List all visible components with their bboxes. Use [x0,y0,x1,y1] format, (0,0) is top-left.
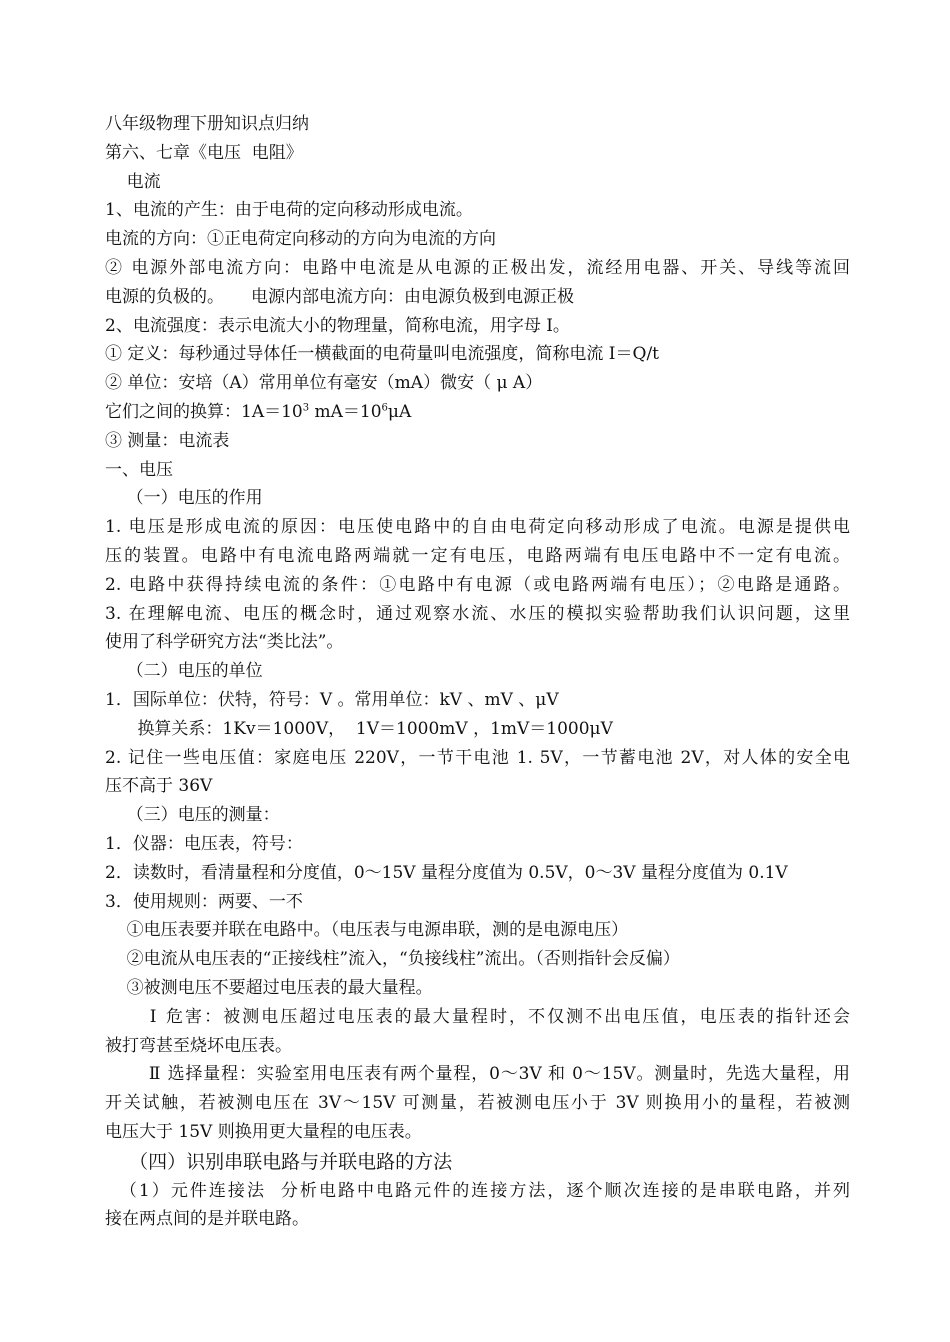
body-line: ① 定义：每秒通过导体任一横截面的电荷量叫电流强度，简称电流 I＝Q/t [105,344,660,365]
body-line: （三）电压的测量： [105,805,280,826]
tail-line: （1）元件连接法 分析电路中电路元件的连接方法，逐个顺次连接的是串联电路，并列 [105,1180,850,1201]
body-line: 被打弯甚至烧坏电压表。 [105,1035,292,1056]
body-line: ② 单位：安培（A）常用单位有毫安（mA）微安（ μ A） [105,373,543,394]
exponent: 3 [302,402,310,414]
section-heading-4: （四）识别串联电路与并联电路的方法 [105,1150,453,1173]
body-line: 压不高于 36V [105,776,213,797]
body-line: （二）电压的单位 [105,661,263,682]
body-line: 2、电流强度：表示电流大小的物理量，简称电流，用字母 I。 [105,315,570,336]
document-page [105,110,850,1234]
body-line: ② 电源外部电流方向：电路中电流是从电源的正极出发，流经用电器、开关、导线等流回 [105,257,850,278]
body-line: Ⅰ 危害：被测电压超过电压表的最大量程时，不仅测不出电压值，电压表的指针还会 [105,1006,850,1027]
body-line: 电源的负极的。 电源内部电流方向：由电源负极到电源正极 [105,286,575,307]
body-line: 1．仪器：电压表，符号： [105,833,303,854]
body-line: 开关试触，若被测电压在 3V～15V 可测量，若被测电压小于 3V 则换用小的量程，若被测 [105,1093,850,1114]
body-line: 一、电压 [105,459,173,480]
body-line: 1. 电压是形成电流的原因：电压使电路中的自由电荷定向移动形成了电流。电源是提供电 [105,517,850,538]
body-line: ①电压表要并联在电路中。（电压表与电源串联，测的是电源电压） [105,920,629,941]
body-line: 压的装置。电路中有电流电路两端就一定有电压，电路两端有电压电路中不一定有电流。 [105,545,850,566]
conversion-text: mA＝10 [309,401,382,422]
body-line: 八年级物理下册知识点归纳 [105,114,309,134]
body-line: Ⅱ 选择量程：实验室用电压表有两个量程，0～3V 和 0～15V。测量时，先选大量程，用 [105,1064,851,1085]
unit-conversion-line [105,398,850,427]
body-line: ③被测电压不要超过电压表的最大量程。 [105,977,433,998]
body-line: 电压大于 15V 则换用更大量程的电压表。 [105,1121,422,1142]
body-line: 2. 电路中获得持续电流的条件：①电路中有电源（或电路两端有电压）；②电路是通路。 [105,574,850,595]
body-line: 使用了科学研究方法“类比法”。 [105,632,344,653]
body-line: 3. 在理解电流、电压的概念时，通过观察水流、水压的模拟实验帮助我们认识问题，这里 [105,603,850,624]
body-line: 2．读数时，看清量程和分度值，0～15V 量程分度值为 0.5V，0～3V 量程分度值为 0.1V [105,862,788,883]
body-line: ③ 测量：电流表 [105,430,230,451]
body-line: 换算关系：1Kv＝1000V， 1V＝1000mV ，1mV＝1000μV [105,718,613,739]
conversion-text: μA [387,401,412,422]
body-line: 1、电流的产生：由于电荷的定向移动形成电流。 [105,200,473,221]
body-line: 1．国际单位：伏特，符号：V 。常用单位：kV 、mV 、μV [105,689,559,710]
conversion-text: 它们之间的换算：1A＝10 [105,401,303,422]
document-body [105,110,850,1147]
document-tail [105,1177,850,1235]
body-line: ②电流从电压表的“正接线柱”流入，“负接线柱”流出。（否则指针会反偏） [105,949,680,970]
exponent: 6 [381,402,388,414]
body-line: 电流的方向：①正电荷定向移动的方向为电流的方向 [105,229,496,250]
body-line: 2. 记住一些电压值：家庭电压 220V，一节干电池 1. 5V，一节蓄电池 2V，对人体的安全电 [105,747,850,768]
body-line: 3．使用规则：两要、一不 [105,891,303,912]
body-line: （一）电压的作用 [105,488,263,509]
tail-line: 接在两点间的是并联电路。 [105,1209,309,1230]
body-line: 第六、七章《电压 电阻》 [105,142,303,163]
body-line: 电流 [105,171,161,192]
